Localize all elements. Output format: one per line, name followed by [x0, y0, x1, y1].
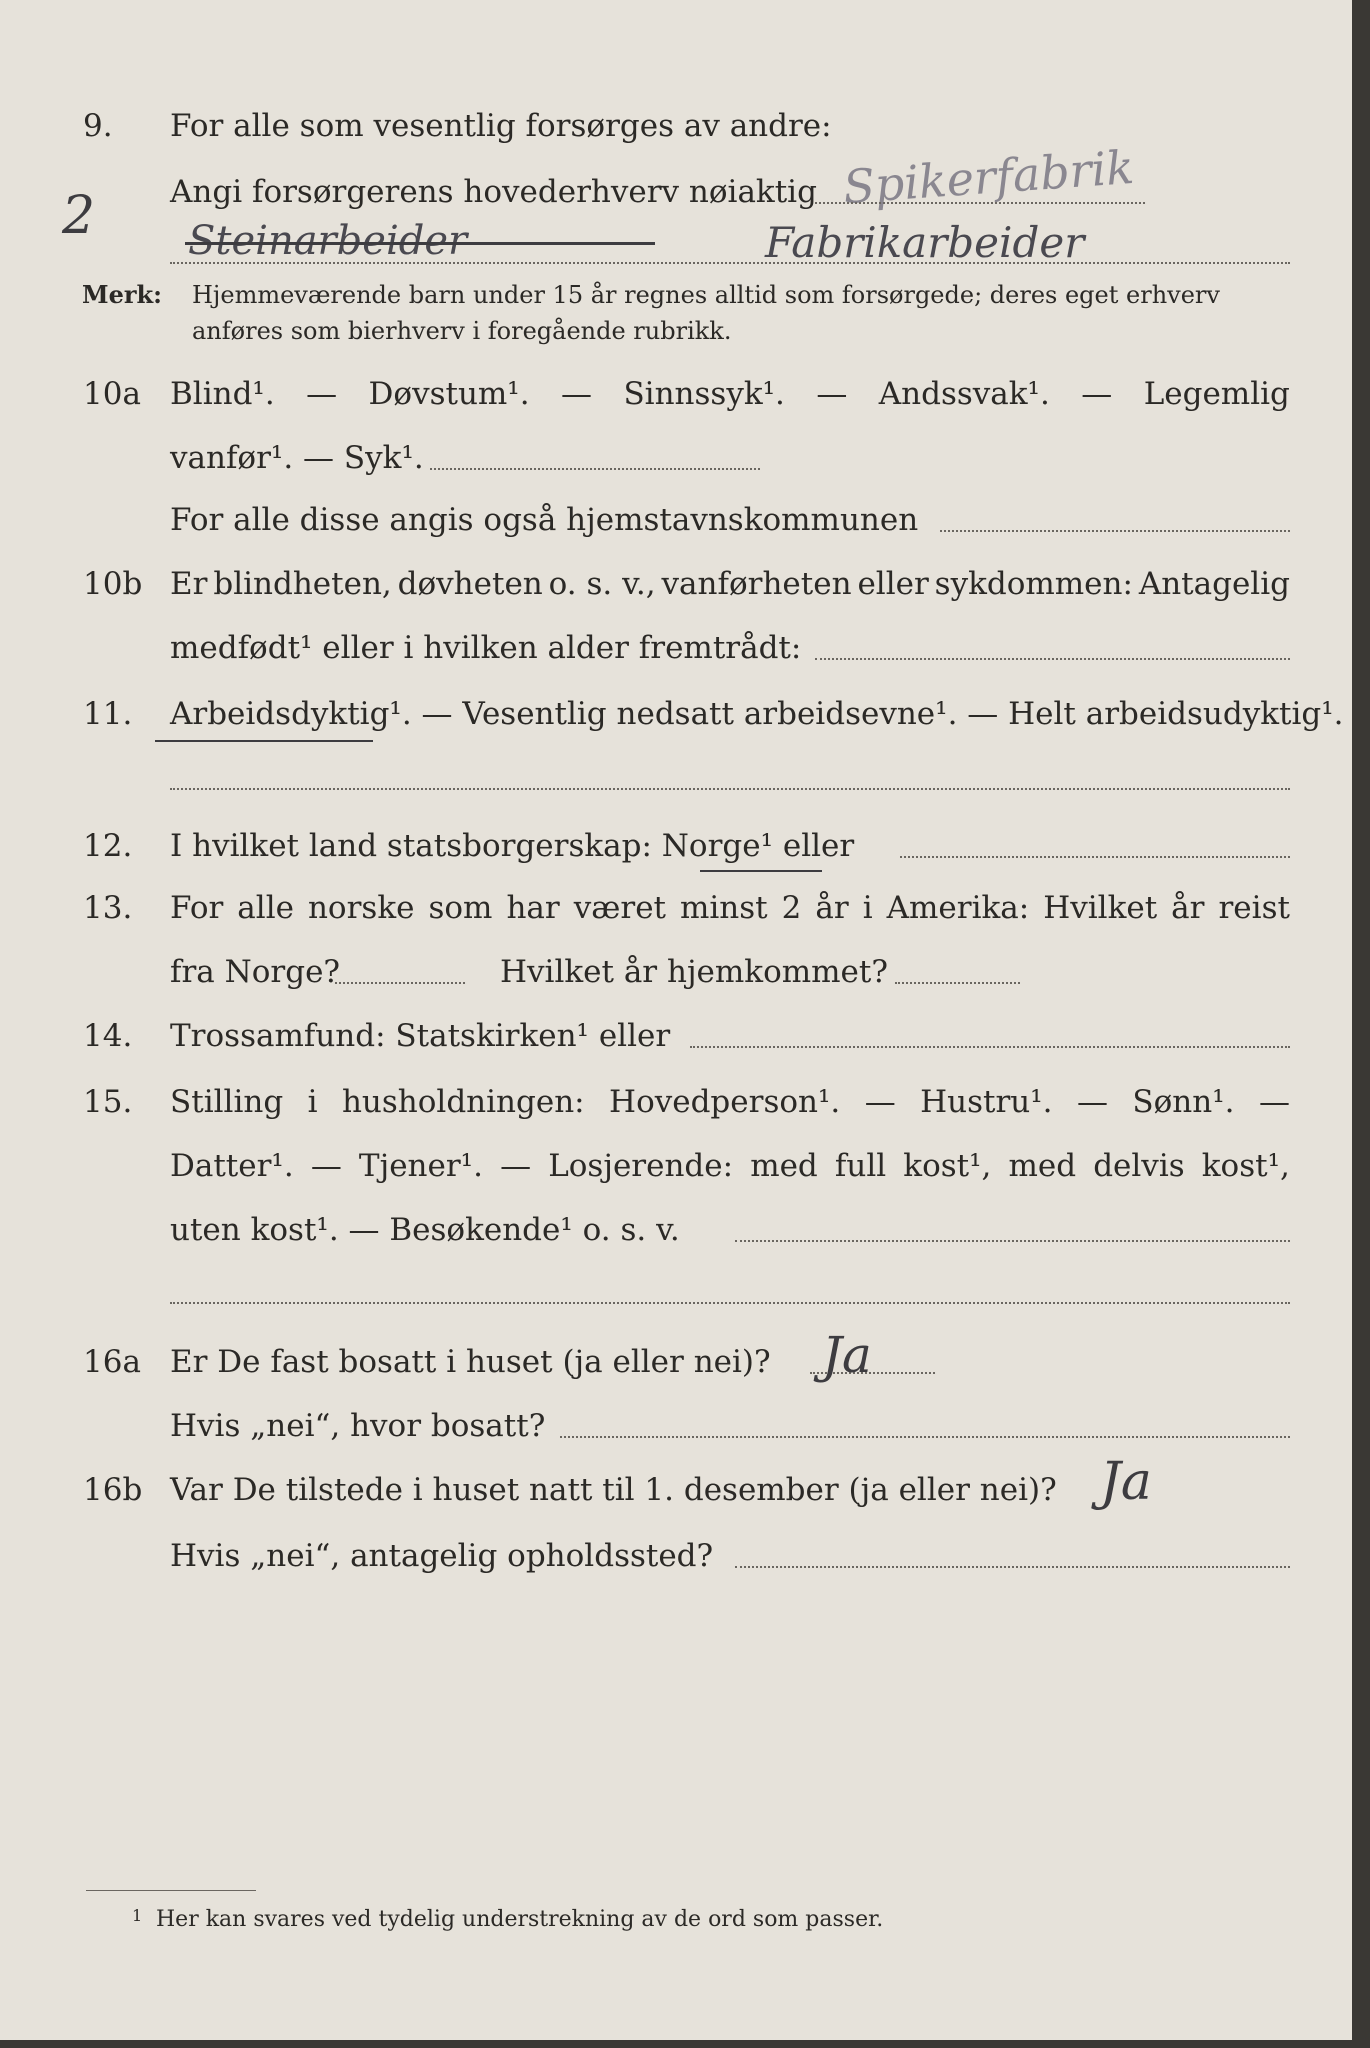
q10b-word: vanførheten: [661, 566, 852, 602]
q13-word: været: [573, 890, 666, 926]
q15-word: —: [1258, 1084, 1290, 1120]
q10a-word: Sinnssyk¹.: [623, 376, 785, 412]
q14-dots: [690, 1046, 1290, 1048]
q15-word: —: [1076, 1084, 1108, 1120]
footnote-rule: [86, 1890, 256, 1891]
q10a-word: —: [1081, 376, 1113, 412]
q15-word: med: [1008, 1148, 1077, 1184]
q9-handwritten-struck-occupation: Steinarbeider: [188, 218, 468, 264]
q10a-word: Andssvak¹.: [878, 376, 1050, 412]
q15-number: 15.: [83, 1084, 133, 1120]
q13-word: alle: [237, 890, 294, 926]
q10a-line3: For alle disse angis også hjemstavnskommunen: [170, 502, 919, 538]
q13-word: For: [170, 890, 224, 926]
footnote-mark: 1: [132, 1906, 143, 1925]
q10b-word: døvheten: [397, 566, 543, 602]
q13-number: 13.: [83, 890, 133, 926]
q16b-whereabouts-label: Hvis „nei“, antagelig opholdssted?: [170, 1538, 714, 1574]
q10a-number: 10a: [83, 376, 141, 412]
q16b-number: 16b: [83, 1472, 143, 1508]
q13-word: i: [862, 890, 873, 926]
q13-word: reist: [1218, 890, 1290, 926]
q10b-word: eller: [857, 566, 929, 602]
q13-word: minst: [680, 890, 768, 926]
q16a-residence-label: Hvis „nei“, hvor bosatt?: [170, 1408, 546, 1444]
q12-text: I hvilket land statsborgerskap: Norge¹ eller: [170, 828, 855, 864]
q9-provider-occupation-label: Angi forsørgerens hovederhverv nøiaktig: [170, 174, 817, 210]
footnote-text: Her kan svares ved tydelig understrekning av de ord som passer.: [156, 1907, 884, 1932]
q15-word: i: [307, 1084, 318, 1120]
strike-through-line: [185, 242, 655, 245]
q15-word: Tjener¹.: [358, 1148, 483, 1184]
q13-word: år: [815, 890, 849, 926]
q11-number: 11.: [83, 696, 133, 732]
merk-text-2: anføres som bierhverv i foregående rubrikk.: [192, 317, 732, 345]
q10a-options: [170, 374, 1290, 414]
q16a-number: 16a: [83, 1344, 141, 1380]
q9-handwritten-occupation: Fabrikarbeider: [765, 218, 1085, 267]
q15-word: Hustru¹.: [920, 1084, 1053, 1120]
q16b-line2-dots: [735, 1566, 1290, 1568]
merk-text-1: Hjemmeværende barn under 15 år regnes alltid som forsørgede; deres eget erhverv: [192, 281, 1220, 309]
q10a-word: —: [816, 376, 848, 412]
q10a-word: Døvstum¹.: [368, 376, 530, 412]
q15-word: kost¹,: [1201, 1148, 1290, 1184]
q10a-line2-dots: [430, 468, 760, 470]
q10a-word: Legemlig: [1143, 376, 1290, 412]
q13-word: har: [506, 890, 560, 926]
q10b-question: [170, 564, 1290, 604]
q13-word: Amerika:: [886, 890, 1030, 926]
q15-options: [170, 1082, 1290, 1122]
q15-word: delvis: [1093, 1148, 1185, 1184]
q10a-word: —: [561, 376, 593, 412]
q15-word: —: [500, 1148, 532, 1184]
q13-word: år: [1171, 890, 1205, 926]
q15-word: —: [310, 1148, 342, 1184]
q9-answer-dots: [170, 262, 1290, 264]
q13-departure-label: fra Norge?: [170, 954, 341, 990]
q12-answer-underline: [700, 870, 822, 872]
merk-label: Merk:: [82, 280, 162, 309]
q10b-line2: medfødt¹ eller i hvilken alder fremtrådt:: [170, 630, 802, 666]
q15-answer-dots: [170, 1302, 1290, 1304]
q13-return-dots: [895, 982, 1020, 984]
q15-word: full: [834, 1148, 887, 1184]
q12-dots: [900, 856, 1290, 858]
q9-line2-dots: [815, 202, 1145, 204]
q10a-word: —: [306, 376, 338, 412]
q15-line3: uten kost¹. — Besøkende¹ o. s. v.: [170, 1212, 680, 1248]
q11-answer-underline: [155, 740, 373, 742]
q9-text: For alle som vesentlig forsørges av andre:: [170, 108, 832, 144]
q15-word: kost¹,: [903, 1148, 992, 1184]
q10b-number: 10b: [83, 566, 143, 602]
q16a-line2-dots: [560, 1436, 1290, 1438]
q15-word: husholdningen:: [341, 1084, 585, 1120]
q15-word: Datter¹.: [170, 1148, 294, 1184]
q9-handwritten-employer: Spikerfabrik: [841, 139, 1136, 215]
q15-word: —: [864, 1084, 896, 1120]
q10a-word: Blind¹.: [170, 376, 275, 412]
q10a-line3-dots: [940, 530, 1290, 532]
q15-word: Losjerende:: [548, 1148, 734, 1184]
q15-options-2: [170, 1146, 1290, 1186]
q10a-line2: vanfør¹. — Syk¹.: [170, 440, 424, 476]
q13-word: 2: [781, 890, 802, 926]
q15-word: Hovedperson¹.: [609, 1084, 841, 1120]
q10b-word: Antagelig: [1138, 566, 1290, 602]
q13-question: [170, 888, 1290, 928]
q11-dots: [170, 788, 1290, 790]
q10b-word: blindheten,: [213, 566, 392, 602]
q10b-line2-dots: [815, 658, 1290, 660]
q13-return-label: Hvilket år hjemkommet?: [500, 954, 888, 990]
q14-number: 14.: [83, 1018, 133, 1054]
q16a-question: Er De fast bosatt i huset (ja eller nei)?: [170, 1344, 771, 1380]
q15-word: Sønn¹.: [1132, 1084, 1235, 1120]
q10b-word: o. s. v.,: [548, 566, 656, 602]
q13-word: som: [428, 890, 493, 926]
q11-text: Arbeidsdyktig¹. — Vesentlig nedsatt arbeidsevne¹. — Helt arbeidsudyktig¹.: [170, 696, 1344, 732]
q15-word: Stilling: [170, 1084, 284, 1120]
q15-line3-dots: [735, 1240, 1290, 1242]
q14-text: Trossamfund: Statskirken¹ eller: [170, 1018, 671, 1054]
q9-number: 9.: [83, 108, 113, 144]
q16b-question: Var De tilstede i huset natt til 1. desember (ja eller nei)?: [170, 1472, 1057, 1508]
q12-number: 12.: [83, 828, 133, 864]
q13-word: norske: [307, 890, 415, 926]
margin-mark: 2: [62, 186, 96, 246]
q16a-handwritten-answer: Ja: [822, 1326, 872, 1384]
q13-word: Hvilket: [1043, 890, 1158, 926]
q10b-word: Er: [170, 566, 208, 602]
q13-departure-dots: [335, 982, 465, 984]
q16b-handwritten-answer: Ja: [1100, 1452, 1152, 1512]
q10b-word: sykdommen:: [934, 566, 1133, 602]
q15-word: med: [750, 1148, 818, 1184]
